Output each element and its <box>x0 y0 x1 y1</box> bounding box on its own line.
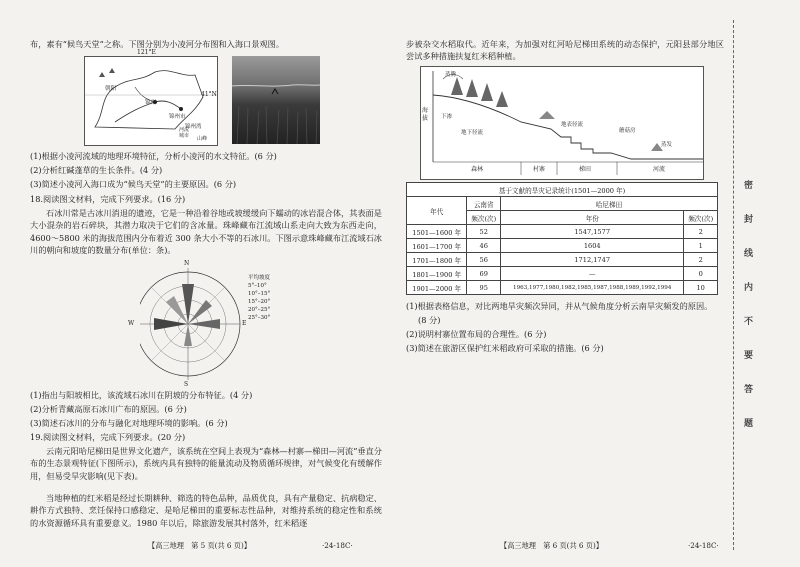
cell-yn: 52 <box>467 225 501 239</box>
estuary-photo <box>232 56 320 144</box>
rose-n: N <box>184 260 190 267</box>
cell-yn: 46 <box>467 239 501 253</box>
zone-river: 河流 <box>653 166 666 173</box>
right-code: ·24-18C· <box>688 541 719 550</box>
cell-hf: 2 <box>684 225 718 239</box>
q18-text: 石冰川常是古冰川消退的遗迹，它是一种沿着谷地或坡缓缓向下蠕动的冰岩混合体，其表面是大小混杂的岩石碎块，其潜力取决于它们的含冰量。珠峰藏布江流域山系走向大致为东西走向，4600～5800 米的海拔范围内分布着近 300 条大小不等的石冰川。下图示意珠峰藏布江流域石冰川的朝向和坡度的数量分布(单位：条)。 <box>30 208 382 256</box>
petal-e <box>188 319 220 329</box>
diag-evap: 蒸腾 <box>445 72 457 78</box>
rose-legend-3: 15°–20° <box>248 299 271 305</box>
q19-text: 云南元阳哈尼梯田是世界文化遗产，该系统在空间上表现为“森林—村寨—梯田—河流”垂直分布的生态景观特征(下图所示)，系统内具有独特的能量流动及物质循环规律，对气候变化有缓解作用，但易受旱灾影响(见下表)。 <box>30 446 382 481</box>
th-freq: 频次(次) <box>467 211 501 225</box>
table-row <box>407 253 718 267</box>
map-place-2: 锦州 <box>145 100 157 106</box>
seal-char: 内 <box>744 283 754 293</box>
q18-3: (3)简述石冰川的分布与融化对地理环境的影响。(6 分) <box>30 418 228 428</box>
left-footer: 【高三地理 第 5 页(共 6 页)】 <box>148 541 251 550</box>
diag-y-axis: 海拔 <box>422 107 429 122</box>
rose-e: E <box>242 320 247 327</box>
q19-1b: (8 分) <box>418 315 441 325</box>
cell-hf: 10 <box>684 281 718 295</box>
cell-years: 1712,1747 <box>501 253 684 267</box>
table-row <box>407 225 718 239</box>
cell-hf: 0 <box>684 267 718 281</box>
table-row <box>407 267 718 281</box>
cell-era: 1801—1900 年 <box>407 267 467 281</box>
village-house-icon <box>539 111 555 119</box>
zone-village: 村寨 <box>533 166 546 173</box>
q19-3: (3)简述在旅游区保护红米稻政府可采取的措施。(6 分) <box>406 343 604 353</box>
rock-glacier-rose-diagram <box>128 260 300 388</box>
q17-3: (3)简述小凌河入海口成为“候鸟天堂”的主要原因。(6 分) <box>30 179 237 189</box>
table-row <box>407 239 718 253</box>
diag-rain: 下渗 <box>441 114 453 120</box>
rose-legend <box>248 274 270 322</box>
th-hani: 哈尼梯田 <box>501 197 718 211</box>
map-place-4: 锦州湾 <box>185 124 202 130</box>
right-intro: 步被杂交水稻取代。近年来，为加强对红河哈尼梯田系统的动态保护，元阳县部分地区尝试多种措施扶复红米稻种植。 <box>406 39 724 62</box>
map-lon-label: 121°E <box>137 49 156 56</box>
table-row <box>407 281 718 295</box>
diag-village: 蘑菇房 <box>619 128 636 134</box>
diag-surface: 地表径流 <box>561 122 584 128</box>
petal-s <box>184 324 192 346</box>
petal-w <box>154 318 188 330</box>
cell-hf: 1 <box>684 239 718 253</box>
q19-title: 19.阅读图文材料，完成下列要求。(20 分) <box>30 432 186 442</box>
rose-w: W <box>128 320 135 327</box>
table-title: 基于文献的旱灾记录统计(1501—2000 年) <box>407 183 718 197</box>
zone-terrace: 梯田 <box>579 166 592 173</box>
q17-2: (2)分析红碱蓬草的生长条件。(4 分) <box>30 165 163 175</box>
rose-legend-2: 10°–15° <box>248 291 271 297</box>
cell-yn: 56 <box>467 253 501 267</box>
seal-char: 线 <box>744 249 754 259</box>
rose-s: S <box>184 381 189 388</box>
map-place-1: 朝阳 <box>105 86 117 92</box>
legend-city: 城市 <box>179 133 190 139</box>
left-intro: 布，素有“候鸟天堂”之称。下图分别为小凌河分布图和入海口景观图。 <box>30 39 284 49</box>
seal-char: 封 <box>744 215 754 225</box>
cell-era: 1501—1600 年 <box>407 225 467 239</box>
cell-years: — <box>501 267 684 281</box>
map-place-3: 锦州市 <box>169 114 186 120</box>
q18-title: 18.阅读图文材料，完成下列要求。(16 分) <box>30 194 186 204</box>
q18-2: (2)分析青藏高原石冰川广布的原因。(6 分) <box>30 404 187 414</box>
legend-river: 河流 <box>179 127 190 133</box>
cell-era: 1601—1700 年 <box>407 239 467 253</box>
seal-char: 不 <box>744 317 754 327</box>
seal-char: 要 <box>744 351 754 361</box>
rose-legend-5: 25°–30° <box>248 315 271 321</box>
map-legend <box>179 127 189 139</box>
th-years: 年份 <box>501 211 684 225</box>
th-freq2: 频次(次) <box>684 211 718 225</box>
cell-yn: 69 <box>467 267 501 281</box>
seal-char: 答 <box>744 385 754 395</box>
th-yunnan: 云南省 <box>467 197 501 211</box>
seal-char: 密 <box>744 181 754 191</box>
drought-table <box>406 182 718 295</box>
diag-evap2: 蒸发 <box>661 142 673 148</box>
left-code: ·24-18C· <box>322 541 353 550</box>
bird-icon <box>272 89 278 94</box>
legend-peak: 山峰 <box>197 136 208 142</box>
q17-1: (1)根据小凌河流域的地理环境特征，分析小凌河的水文特征。(6 分) <box>30 151 277 161</box>
cell-era: 1901—2000 年 <box>407 281 467 295</box>
cell-years: 1547,1577 <box>501 225 684 239</box>
petal-ne <box>188 300 212 324</box>
cell-era: 1701—1800 年 <box>407 253 467 267</box>
diag-ground: 地下径流 <box>461 130 484 136</box>
trees-icon <box>451 77 508 107</box>
xiaoling-river-map <box>84 49 218 146</box>
zone-forest: 森林 <box>471 166 484 173</box>
cell-years: 1963,1977,1980,1982,1985,1987,1988,1989,1992,1994 <box>501 281 684 295</box>
cell-years: 1604 <box>501 239 684 253</box>
rose-legend-title: 平均坡度 <box>248 275 271 281</box>
th-era: 年代 <box>407 197 467 225</box>
rose-legend-4: 20°–25° <box>248 307 271 313</box>
q18-1: (1)指出与阳坡相比，该流域石冰川在阴坡的分布特征。(4 分) <box>30 390 253 400</box>
q19-2: (2)说明村寨位置布局的合理性。(6 分) <box>406 329 547 339</box>
rose-legend-1: 5°–10° <box>248 283 267 289</box>
q19-text2: 当地种植的红米稻是经过长期耕种、筛选的特色品种，品质优良，具有产量稳定、抗病稳定、耕作方式独特、烹饪保持口感稳定、是哈尼梯田的重要标志性品种，对维持系统的稳定性和系统的水资源循环具有重要意义。1980 年以后，除旅游发展其村落外，红米稻逐 <box>30 493 382 528</box>
cell-hf: 2 <box>684 253 718 267</box>
right-footer: 【高三地理 第 6 页(共 6 页)】 <box>500 541 603 550</box>
q19-1: (1)根据表格信息，对比两地旱灾频次异同，并从气候角度分析云南旱灾频发的原因。 <box>406 301 713 311</box>
seal-line <box>733 20 734 550</box>
cell-yn: 95 <box>467 281 501 295</box>
seal-char: 题 <box>744 419 754 429</box>
hani-terrace-diagram <box>420 66 704 180</box>
map-lat-label: 41°N <box>201 91 217 98</box>
